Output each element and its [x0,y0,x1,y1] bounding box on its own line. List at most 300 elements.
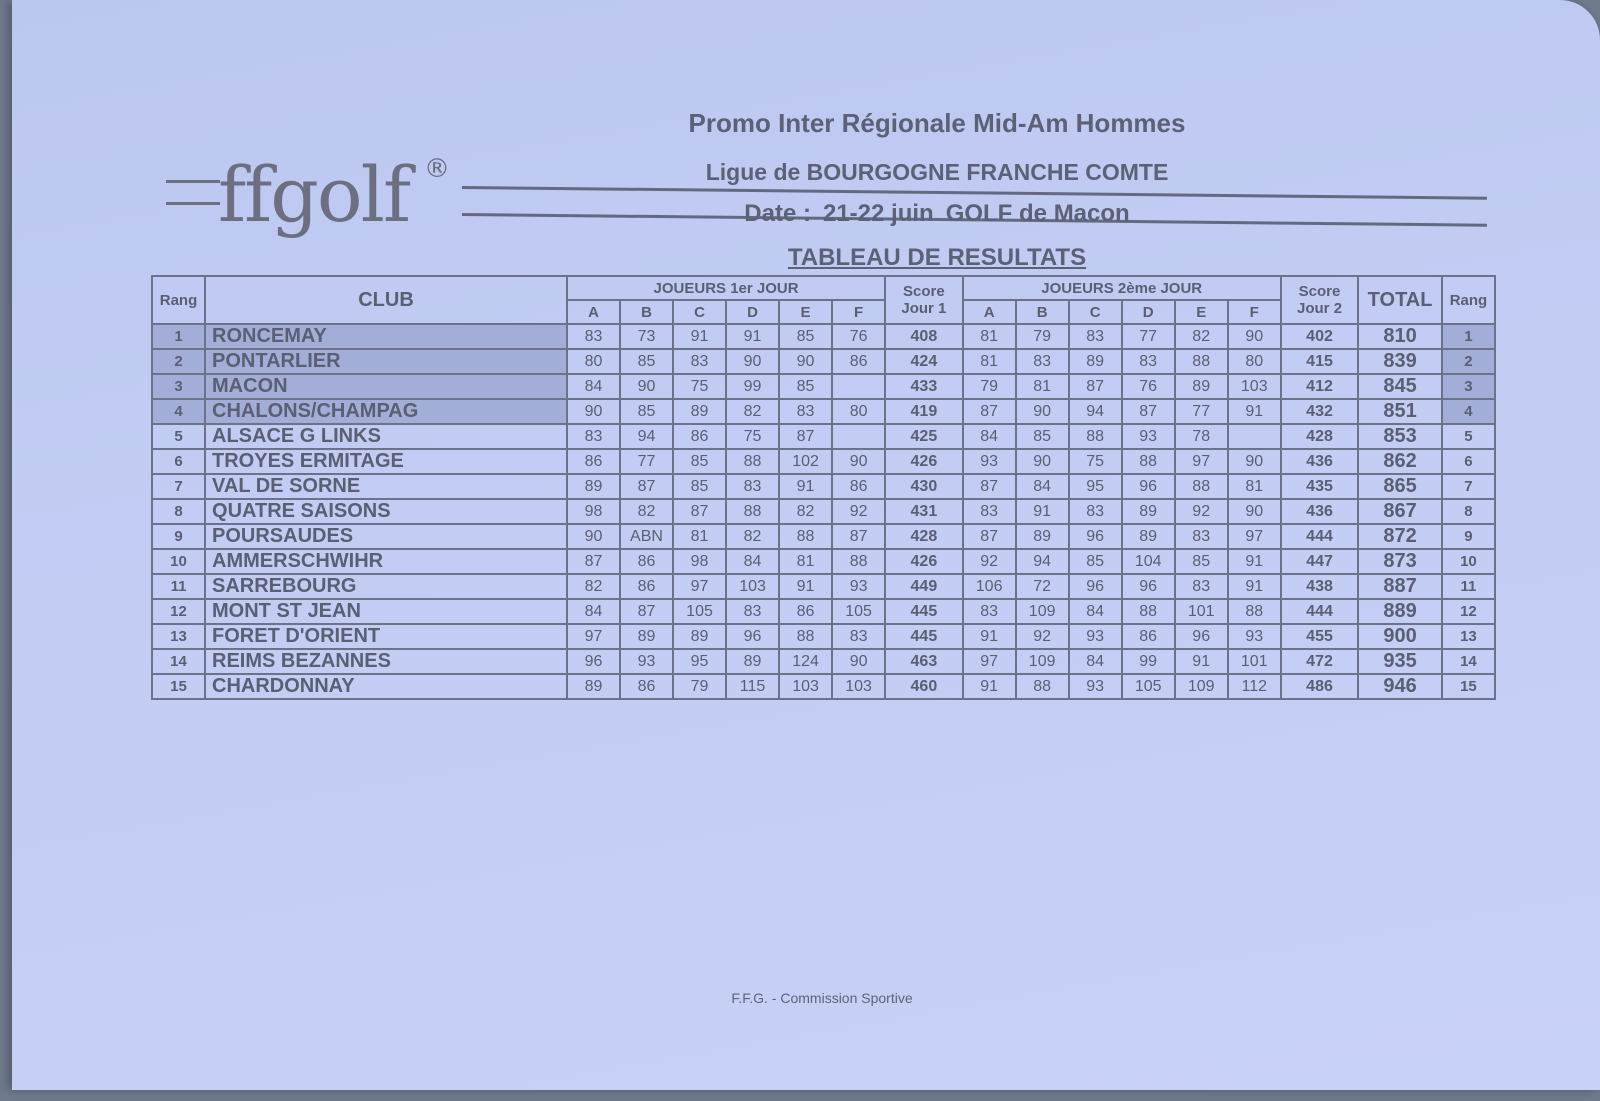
club-name: PONTARLIER [205,349,567,374]
day1-score-cell: 124 [779,649,832,674]
day1-score-cell: 89 [567,674,620,699]
table-row [152,624,1495,649]
rank-cell: 5 [152,424,205,449]
score-day2-cell: 455 [1281,624,1358,649]
footer-note: F.F.G. - Commission Sportive [731,990,913,1006]
day2-score-cell: 89 [1016,524,1069,549]
day2-score-cell: 79 [1016,324,1069,349]
day2-score-cell: 94 [1016,549,1069,574]
day1-score-cell: 99 [726,374,779,399]
day1-score-cell: 84 [567,374,620,399]
score-day2-cell: 428 [1281,424,1358,449]
col-score-day2: Score Jour 2 [1281,276,1358,324]
day2-score-cell: 93 [1122,424,1175,449]
day2-score-cell: 109 [1175,674,1228,699]
table-row [152,374,1495,399]
club-name: VAL DE SORNE [205,474,567,499]
day1-score-cell: 83 [832,624,885,649]
day1-score-cell: 81 [673,524,726,549]
day1-score-cell: 97 [673,574,726,599]
score-day2-cell: 432 [1281,399,1358,424]
score-day1-cell: 424 [885,349,962,374]
day1-score-cell: 90 [832,649,885,674]
results-body [152,324,1495,699]
day1-score-cell: 103 [832,674,885,699]
day1-score-cell [832,424,885,449]
score-day2-cell: 436 [1281,449,1358,474]
col-day1-players: JOUEURS 1er JOUR [567,276,885,300]
rank-cell: 14 [152,649,205,674]
day1-score-cell: 102 [779,449,832,474]
day1-score-cell: 82 [779,499,832,524]
day2-score-cell: 89 [1069,349,1122,374]
day2-score-cell: 94 [1069,399,1122,424]
day2-score-cell: 77 [1122,324,1175,349]
day1-score-cell: 94 [620,424,673,449]
day1-score-cell: 86 [620,674,673,699]
day2-score-cell: 77 [1175,399,1228,424]
day2-score-cell: 101 [1175,599,1228,624]
score-day1-cell: 426 [885,549,962,574]
day1-score-cell: 83 [567,324,620,349]
day2-score-cell: 105 [1122,674,1175,699]
results-table [151,275,1496,700]
day2-score-cell: 88 [1069,424,1122,449]
col-rang: Rang [152,276,205,324]
day1-score-cell: 82 [567,574,620,599]
day2-score-cell: 96 [1069,574,1122,599]
table-row [152,349,1495,374]
results-sheet [12,0,1600,1090]
day2-score-cell: 80 [1228,349,1281,374]
club-name: QUATRE SAISONS [205,499,567,524]
day2-score-cell: 93 [963,449,1016,474]
day2-score-cell: 85 [1016,424,1069,449]
rank-cell: 11 [152,574,205,599]
day1-score-cell: 87 [832,524,885,549]
day1-score-cell: 88 [726,499,779,524]
day2-score-cell: 97 [1228,524,1281,549]
day2-score-cell: 88 [1122,449,1175,474]
day2-score-cell: 84 [1016,474,1069,499]
day2-score-cell: 88 [1228,599,1281,624]
day1-score-cell: 87 [779,424,832,449]
day1-score-cell: 96 [567,649,620,674]
event-date: 21-22 juin [822,200,934,227]
day2-score-cell: 83 [1175,574,1228,599]
day2-score-cell: 87 [963,524,1016,549]
score-day2-cell: 435 [1281,474,1358,499]
header-rule-top [462,186,1487,200]
day1-score-cell: 82 [620,499,673,524]
day1-score-cell: 105 [673,599,726,624]
day1-score-cell: 90 [620,374,673,399]
day2-score-cell: 87 [963,474,1016,499]
day2-score-cell: 96 [1069,524,1122,549]
score-day2-cell: 447 [1281,549,1358,574]
day2-score-cell: 75 [1069,449,1122,474]
day1-score-cell: 82 [726,399,779,424]
club-name: TROYES ERMITAGE [205,449,567,474]
day1-score-cell: 95 [673,649,726,674]
day1-score-cell: 85 [779,324,832,349]
day2-score-cell: 91 [1228,549,1281,574]
day2-score-cell: 81 [963,349,1016,374]
day2-score-cell: 106 [963,574,1016,599]
total-cell: 865 [1358,474,1442,499]
rank-cell: 10 [152,549,205,574]
club-name: CHARDONNAY [205,674,567,699]
col-d2-c: C [1069,300,1122,324]
score-day1-cell: 463 [885,649,962,674]
day1-score-cell: 75 [673,374,726,399]
final-rank-cell: 12 [1442,599,1495,624]
final-rank-cell: 5 [1442,424,1495,449]
day1-score-cell: 98 [673,549,726,574]
day2-score-cell: 84 [1069,599,1122,624]
day2-score-cell: 84 [963,424,1016,449]
col-total: TOTAL [1358,276,1442,324]
col-d1-e: E [779,300,832,324]
final-rank-cell: 10 [1442,549,1495,574]
score-day1-cell: 426 [885,449,962,474]
day1-score-cell: 88 [779,524,832,549]
club-name: RONCEMAY [205,324,567,349]
total-cell: 889 [1358,599,1442,624]
col-d1-c: C [673,300,726,324]
day2-score-cell: 93 [1069,674,1122,699]
score-day1-cell: 445 [885,624,962,649]
day2-score-cell: 88 [1175,349,1228,374]
club-name: AMMERSCHWIHR [205,549,567,574]
day2-score-cell: 91 [1228,399,1281,424]
day1-score-cell: 83 [726,599,779,624]
day2-score-cell: 90 [1016,399,1069,424]
day1-score-cell: 83 [673,349,726,374]
score-day2-cell: 444 [1281,599,1358,624]
day1-score-cell: 87 [620,474,673,499]
day2-score-cell: 91 [1175,649,1228,674]
day2-score-cell: 90 [1228,499,1281,524]
day2-score-cell: 112 [1228,674,1281,699]
day1-score-cell: 93 [620,649,673,674]
day2-score-cell: 85 [1069,549,1122,574]
final-rank-cell: 14 [1442,649,1495,674]
day2-score-cell: 92 [1016,624,1069,649]
final-rank-cell: 1 [1442,324,1495,349]
score-day1-cell: 449 [885,574,962,599]
day2-score-cell: 109 [1016,599,1069,624]
final-rank-cell: 15 [1442,674,1495,699]
day2-score-cell: 93 [1228,624,1281,649]
day1-score-cell: 87 [620,599,673,624]
day2-score-cell: 88 [1122,599,1175,624]
day2-score-cell: 91 [1228,574,1281,599]
col-score-day1: Score Jour 1 [885,276,962,324]
final-rank-cell: 3 [1442,374,1495,399]
table-row [152,324,1495,349]
score-day2-cell: 412 [1281,374,1358,399]
day2-score-cell: 90 [1228,324,1281,349]
score-day2-cell: 486 [1281,674,1358,699]
score-day1-cell: 431 [885,499,962,524]
total-cell: 810 [1358,324,1442,349]
day2-score-cell: 90 [1016,449,1069,474]
rank-cell: 4 [152,399,205,424]
col-d2-a: A [963,300,1016,324]
day2-score-cell: 91 [963,674,1016,699]
club-name: FORET D'ORIENT [205,624,567,649]
day2-score-cell: 96 [1122,574,1175,599]
table-row [152,574,1495,599]
day1-score-cell: 91 [726,324,779,349]
day2-score-cell: 90 [1228,449,1281,474]
score-day1-cell: 433 [885,374,962,399]
day2-score-cell: 88 [1016,674,1069,699]
day2-score-cell: 81 [1016,374,1069,399]
club-name: CHALONS/CHAMPAG [205,399,567,424]
col-club: CLUB [205,276,567,324]
results-heading: TABLEAU DE RESULTATS [787,244,1087,271]
day1-score-cell: 91 [779,574,832,599]
day2-score-cell: 83 [1069,499,1122,524]
day2-score-cell: 87 [1069,374,1122,399]
day1-score-cell: 89 [673,399,726,424]
total-cell: 873 [1358,549,1442,574]
table-row [152,599,1495,624]
day2-score-cell: 84 [1069,649,1122,674]
total-cell: 851 [1358,399,1442,424]
table-row [152,674,1495,699]
day1-score-cell: 85 [620,399,673,424]
day2-score-cell: 104 [1122,549,1175,574]
day1-score-cell: 80 [832,399,885,424]
score-day1-cell: 408 [885,324,962,349]
day1-score-cell: 83 [779,399,832,424]
rank-cell: 15 [152,674,205,699]
score-day1-cell: 428 [885,524,962,549]
col-rang-final: Rang [1442,276,1495,324]
day1-score-cell: 76 [832,324,885,349]
day2-score-cell: 79 [963,374,1016,399]
day1-score-cell: 97 [567,624,620,649]
day2-score-cell: 87 [963,399,1016,424]
total-cell: 872 [1358,524,1442,549]
rank-cell: 8 [152,499,205,524]
day2-score-cell: 91 [1016,499,1069,524]
final-rank-cell: 13 [1442,624,1495,649]
day1-score-cell: 79 [673,674,726,699]
day2-score-cell: 97 [963,649,1016,674]
day1-score-cell: 86 [779,599,832,624]
day2-score-cell: 95 [1069,474,1122,499]
day1-score-cell [832,374,885,399]
day1-score-cell: 80 [567,349,620,374]
score-day2-cell: 472 [1281,649,1358,674]
day1-score-cell: ABN [620,524,673,549]
table-row [152,474,1495,499]
day2-score-cell: 109 [1016,649,1069,674]
day2-score-cell: 103 [1228,374,1281,399]
day2-score-cell: 85 [1175,549,1228,574]
day2-score-cell: 89 [1122,524,1175,549]
rank-cell: 3 [152,374,205,399]
day1-score-cell: 84 [567,599,620,624]
col-d2-f: F [1228,300,1281,324]
day1-score-cell: 86 [673,424,726,449]
final-rank-cell: 9 [1442,524,1495,549]
rank-cell: 9 [152,524,205,549]
rank-cell: 6 [152,449,205,474]
table-row [152,524,1495,549]
rank-cell: 13 [152,624,205,649]
total-cell: 946 [1358,674,1442,699]
total-cell: 867 [1358,499,1442,524]
total-cell: 845 [1358,374,1442,399]
day1-score-cell: 92 [832,499,885,524]
day1-score-cell: 93 [832,574,885,599]
day1-score-cell: 88 [832,549,885,574]
day1-score-cell: 77 [620,449,673,474]
league-name: Ligue de BOURGOGNE FRANCHE COMTE [705,159,1169,185]
day1-score-cell: 87 [567,549,620,574]
col-d1-d: D [726,300,779,324]
club-name: MONT ST JEAN [205,599,567,624]
day2-score-cell: 96 [1175,624,1228,649]
day2-score-cell: 78 [1175,424,1228,449]
day1-score-cell: 85 [620,349,673,374]
day1-score-cell: 89 [620,624,673,649]
day1-score-cell: 86 [567,449,620,474]
col-d1-a: A [567,300,620,324]
rank-cell: 7 [152,474,205,499]
day2-score-cell: 83 [1016,349,1069,374]
rank-cell: 2 [152,349,205,374]
day2-score-cell: 91 [963,624,1016,649]
score-day2-cell: 436 [1281,499,1358,524]
final-rank-cell: 4 [1442,399,1495,424]
day2-score-cell [1228,424,1281,449]
total-cell: 862 [1358,449,1442,474]
day1-score-cell: 91 [779,474,832,499]
total-cell: 853 [1358,424,1442,449]
day2-score-cell: 101 [1228,649,1281,674]
score-day2-cell: 415 [1281,349,1358,374]
date-label: Date : [744,200,811,227]
day1-score-cell: 81 [779,549,832,574]
day1-score-cell: 85 [779,374,832,399]
day2-score-cell: 88 [1175,474,1228,499]
day1-score-cell: 88 [726,449,779,474]
day2-score-cell: 87 [1122,399,1175,424]
day1-score-cell: 84 [726,549,779,574]
day1-score-cell: 73 [620,324,673,349]
col-d1-f: F [832,300,885,324]
day2-score-cell: 82 [1175,324,1228,349]
day2-score-cell: 92 [963,549,1016,574]
day2-score-cell: 97 [1175,449,1228,474]
club-name: POURSAUDES [205,524,567,549]
rank-cell: 1 [152,324,205,349]
day2-score-cell: 83 [963,499,1016,524]
day1-score-cell: 103 [779,674,832,699]
col-day2-players: JOUEURS 2ème JOUR [963,276,1281,300]
day1-score-cell: 103 [726,574,779,599]
score-day2-cell: 402 [1281,324,1358,349]
table-row [152,424,1495,449]
day2-score-cell: 76 [1122,374,1175,399]
day1-score-cell: 86 [620,549,673,574]
day2-score-cell: 83 [1175,524,1228,549]
day2-score-cell: 92 [1175,499,1228,524]
day1-score-cell: 89 [726,649,779,674]
day1-score-cell: 115 [726,674,779,699]
day1-score-cell: 88 [779,624,832,649]
final-rank-cell: 2 [1442,349,1495,374]
col-d2-b: B [1016,300,1069,324]
day2-score-cell: 83 [1122,349,1175,374]
day2-score-cell: 96 [1122,474,1175,499]
day1-score-cell: 89 [673,624,726,649]
page-title: Promo Inter Régionale Mid-Am Hommes [688,108,1186,138]
col-d2-e: E [1175,300,1228,324]
day2-score-cell: 93 [1069,624,1122,649]
day2-score-cell: 81 [963,324,1016,349]
day2-score-cell: 72 [1016,574,1069,599]
day1-score-cell: 89 [567,474,620,499]
total-cell: 900 [1358,624,1442,649]
day1-score-cell: 75 [726,424,779,449]
event-venue: GOLF de Macon [945,200,1130,227]
header-row [152,276,1495,300]
col-d2-d: D [1122,300,1175,324]
day1-score-cell: 90 [779,349,832,374]
table-row [152,499,1495,524]
day1-score-cell: 90 [567,524,620,549]
day1-score-cell: 83 [567,424,620,449]
score-day1-cell: 460 [885,674,962,699]
final-rank-cell: 6 [1442,449,1495,474]
club-name: ALSACE G LINKS [205,424,567,449]
day2-score-cell: 86 [1122,624,1175,649]
final-rank-cell: 7 [1442,474,1495,499]
table-row [152,399,1495,424]
day2-score-cell: 83 [1069,324,1122,349]
club-name: MACON [205,374,567,399]
day1-score-cell: 90 [832,449,885,474]
day1-score-cell: 85 [673,449,726,474]
table-row [152,549,1495,574]
club-name: SARREBOURG [205,574,567,599]
event-date-venue [632,200,1242,228]
day1-score-cell: 85 [673,474,726,499]
day1-score-cell: 96 [726,624,779,649]
table-row [152,449,1495,474]
day1-score-cell: 86 [832,474,885,499]
score-day1-cell: 430 [885,474,962,499]
day1-score-cell: 98 [567,499,620,524]
ffgolf-logo: ffgolf ® [162,150,462,240]
day1-score-cell: 82 [726,524,779,549]
day2-score-cell: 89 [1175,374,1228,399]
total-cell: 935 [1358,649,1442,674]
score-day1-cell: 419 [885,399,962,424]
day1-score-cell: 90 [567,399,620,424]
day2-score-cell: 83 [963,599,1016,624]
day2-score-cell: 81 [1228,474,1281,499]
total-cell: 839 [1358,349,1442,374]
day2-score-cell: 89 [1122,499,1175,524]
